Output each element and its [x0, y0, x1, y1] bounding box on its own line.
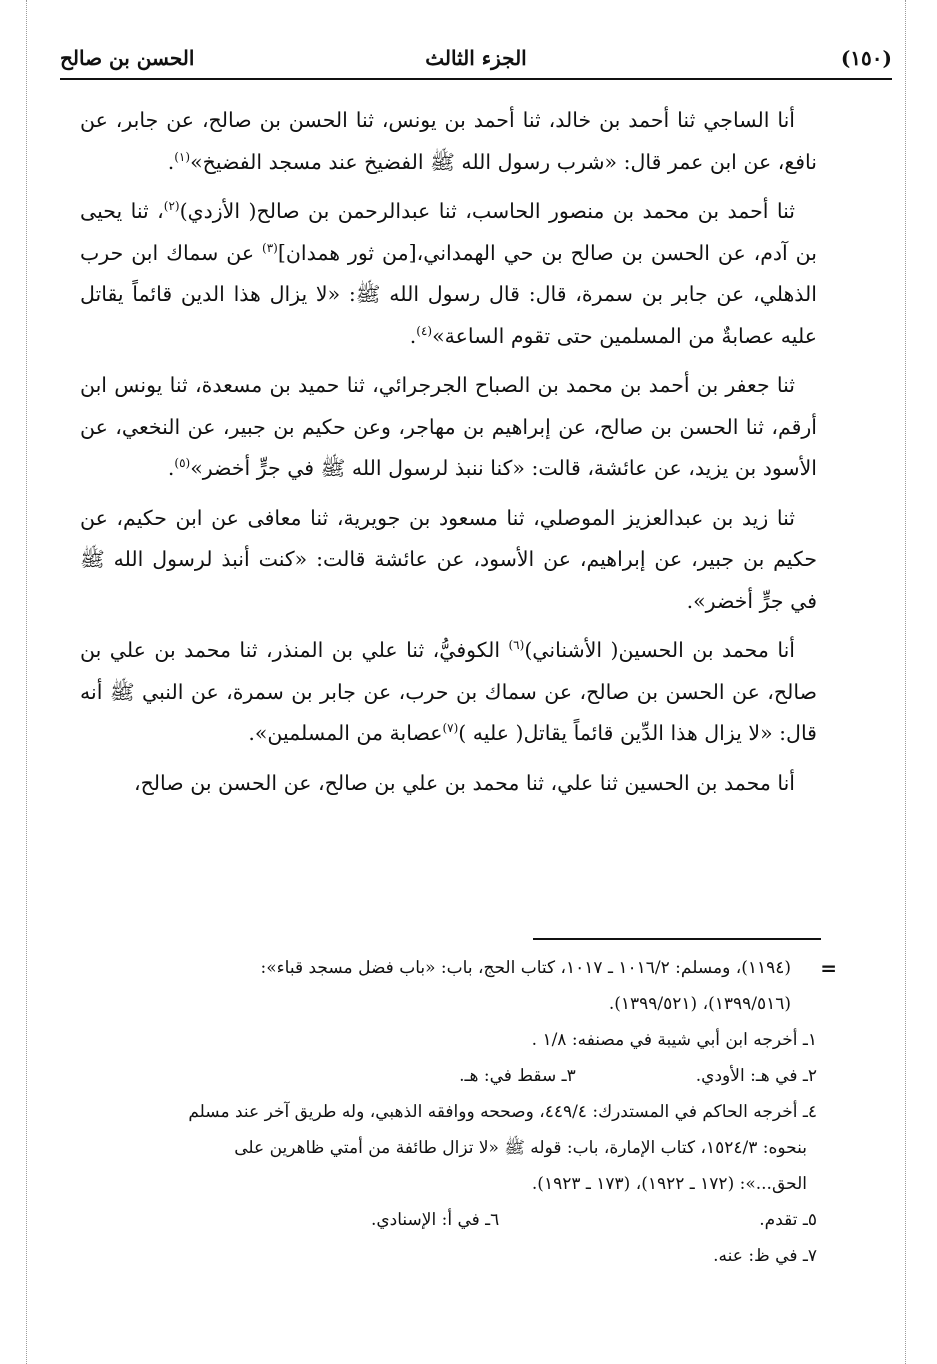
paragraph: ثنا زيد بن عبدالعزيز الموصلي، ثنا مسعود بن جويرية، ثنا معافى عن ابن حكيم، عن حكيم بن جبير، عن إبراهيم، عن الأسود، عن عائشة قالت: «كنت أنبذ لرسول الله ﷺ في جرٍّ أخضر».: [80, 505, 817, 613]
continuation-mark: =: [820, 956, 837, 980]
footnote-ref: (٣): [262, 240, 278, 255]
footnote-ref: (٧): [442, 721, 459, 736]
paragraph: أنا الساجي ثنا أحمد بن خالد، ثنا أحمد بن يونس، ثنا الحسن بن صالح، عن جابر، عن نافع، عن ابن عمر قال: «شرب رسول الله ﷺ الفضيخ عند مسجد الفضيخ»$^{(١)}$.: [80, 108, 817, 174]
page-number: (١٥٠): [840, 46, 892, 70]
footnote-7: ٧ـ في ظ: عنه.: [713, 1246, 817, 1266]
main-text: [80, 100, 817, 812]
footnotes: [80, 950, 817, 1274]
footnote-4-cont: الحق...»: (١٧٢ ـ ١٩٢٢)، (١٧٣ ـ ١٩٢٣).: [531, 1174, 807, 1194]
paragraph: ثنا جعفر بن أحمد بن محمد بن الصباح الجرجرائي، ثنا حميد بن مسعدة، ثنا يونس ابن أرقم، ثنا الحسن بن صالح، عن إبراهيم بن مهاجر، وعن حكيم بن جبير، عن النخعي، عن الأسود بن يزيد، عن عائشة، قالت: «كنا ننبذ لرسول الله ﷺ في جرٍّ أخضر»$^{(٥)}$.: [80, 373, 817, 480]
paragraph: أنا محمد بن الحسين ثنا علي، ثنا محمد بن علي بن صالح، عن الحسن بن صالح،: [133, 770, 795, 795]
paragraph: أنا محمد بن الحسين( الأشناني)$^{(٦)}$ الكوفيُّ، ثنا علي بن المنذر، ثنا محمد بن علي بن صالح، عن الحسن بن صالح، عن سماك بن حرب، عن جابر بن سمرة، عن النبي ﷺ أنه قال: «لا يزال هذا الدِّين قائماً يقاتل( عليه )$^{(٧)}$عصابة من المسلمين».: [80, 638, 817, 745]
footnote-separator: [533, 938, 821, 940]
footnote-row: [80, 1058, 817, 1094]
running-title: الحسن بن صالح: [60, 46, 195, 70]
footnote-continuation: (١٣٩٩/٥١٦)، (١٣٩٩/٥٢١).: [608, 994, 791, 1014]
footnote-row: [80, 1202, 817, 1238]
footnote-ref: (٤): [416, 323, 433, 338]
footnote-3: ٣ـ سقط في: هـ.: [459, 1066, 576, 1086]
paragraph: ثنا أحمد بن محمد بن منصور الحاسب، ثنا عبدالرحمن بن صالح( الأزدي)$^{(٢)}$، ثنا يحيى بن آدم، عن الحسن بن صالح بن حي الهمداني،[من ثور همدان]$^{(٣)}$ عن سماك ابن حرب الذهلي، عن جابر بن سمرة، قال: قال رسول الله ﷺ: «لا يزال هذا الدين قائماً يقاتل عليه عصابةٌ من المسلمين حتى تقوم الساعة»$^{(٤)}$.: [80, 199, 817, 348]
page-header: [60, 38, 892, 80]
footnote-6: ٦ـ في أ: الإسنادي.: [370, 1210, 500, 1230]
footnote-ref: (٢): [163, 199, 180, 214]
fold-line-left: [26, 0, 27, 1364]
part-title: الجزء الثالث: [425, 46, 527, 70]
footnote-2: ٢ـ في هـ: الأودي.: [695, 1066, 817, 1086]
footnote-ref: (٥): [174, 456, 191, 471]
footnote-continuation: (١١٩٤)، ومسلم: ١٠١٦/٢ ـ ١٠١٧، كتاب الحج، باب: «باب فضل مسجد قباء»:: [260, 958, 791, 978]
footnote-4-cont: بنحوه: ١٥٢٤/٣، كتاب الإمارة، باب: قوله ﷺ «لا تزال طائفة من أمتي ظاهرين على: [234, 1138, 807, 1158]
footnote-4: ٤ـ أخرجه الحاكم في المستدرك: ٤٤٩/٤، وصححه ووافقه الذهبي، وله طريق آخر عند مسلم: [188, 1102, 817, 1122]
footnote-ref: (٦): [508, 638, 525, 653]
footnote-5: ٥ـ تقدم.: [759, 1210, 817, 1230]
footnote-ref: (١): [174, 149, 191, 164]
footnote-1: ١ـ أخرجه ابن أبي شيبة في مصنفه: ١/٨ .: [531, 1030, 817, 1050]
fold-line-right: [905, 0, 906, 1364]
